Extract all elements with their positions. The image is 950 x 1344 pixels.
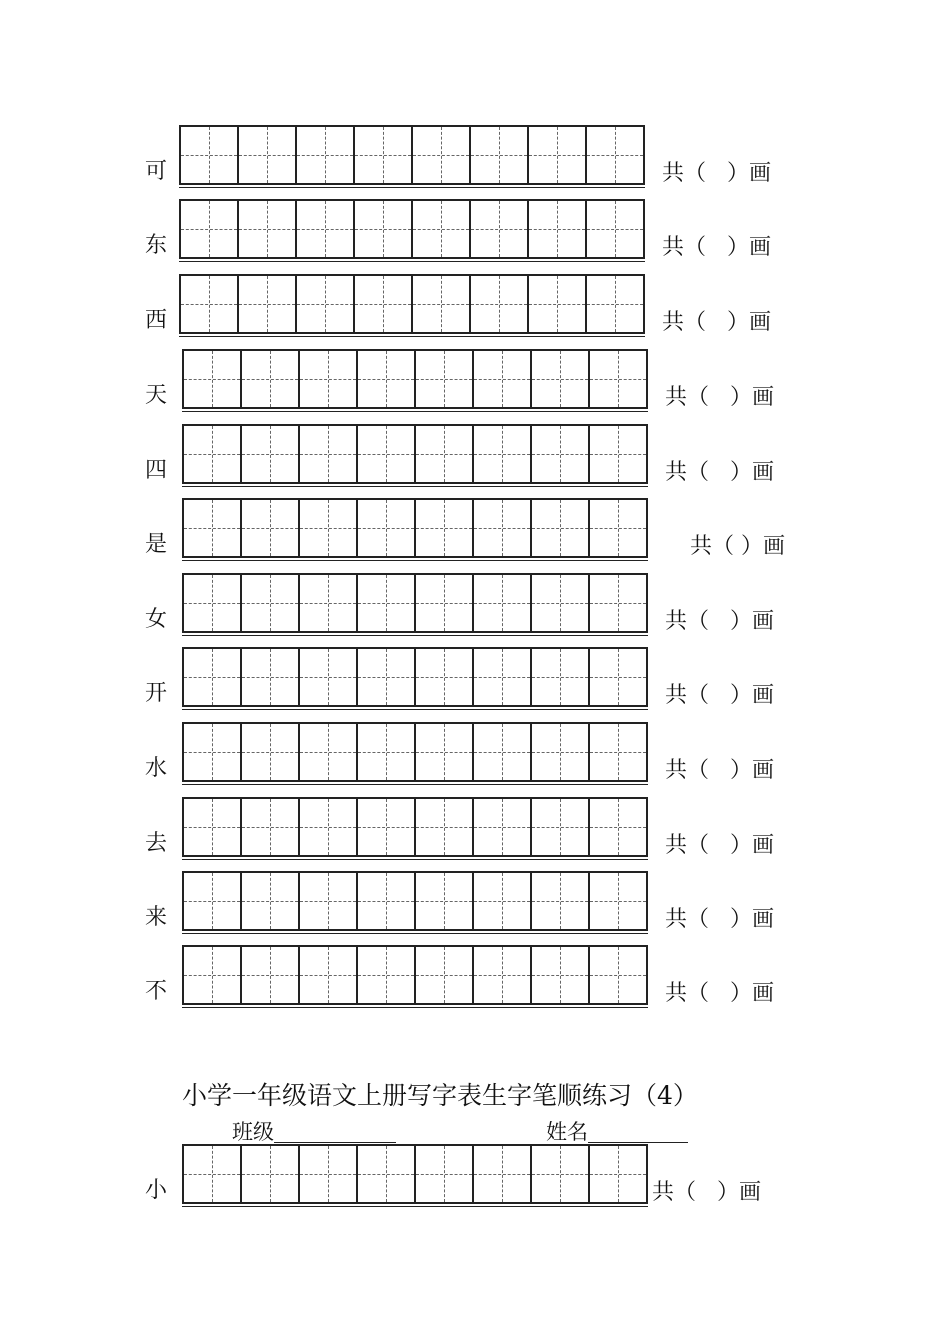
cell-guide-horizontal — [358, 528, 414, 529]
grid-cell[interactable] — [242, 351, 300, 407]
cell-guide-horizontal — [242, 379, 298, 380]
cell-guide-horizontal — [471, 229, 527, 230]
grid-cell[interactable] — [416, 575, 474, 631]
grid-cell[interactable] — [416, 724, 474, 780]
grid-cell[interactable] — [590, 799, 648, 855]
cell-guide-horizontal — [184, 901, 240, 902]
grid-cell[interactable] — [532, 351, 590, 407]
cell-guide-horizontal — [590, 603, 646, 604]
cell-guide-horizontal — [474, 827, 530, 828]
cell-guide-horizontal — [474, 677, 530, 678]
cell-guide-horizontal — [300, 603, 356, 604]
grid-cell[interactable] — [358, 500, 416, 556]
cell-guide-horizontal — [416, 677, 472, 678]
row-character: 女 — [144, 607, 167, 632]
cell-guide-horizontal — [413, 155, 469, 156]
stroke-count-label: 共（ ）画 — [652, 1180, 761, 1205]
writing-grid[interactable] — [179, 274, 645, 334]
stroke-count-label: 共（ ）画 — [665, 907, 774, 932]
cell-guide-horizontal — [532, 528, 588, 529]
grid-cell[interactable] — [358, 947, 416, 1003]
cell-guide-horizontal — [300, 975, 356, 976]
cell-guide-horizontal — [239, 155, 295, 156]
cell-guide-horizontal — [300, 901, 356, 902]
grid-cell[interactable] — [532, 799, 590, 855]
cell-guide-horizontal — [184, 827, 240, 828]
writing-grid[interactable] — [179, 125, 645, 185]
cell-guide-horizontal — [355, 229, 411, 230]
name-blank[interactable] — [588, 1124, 688, 1143]
cell-guide-horizontal — [532, 901, 588, 902]
grid-cell[interactable] — [300, 1146, 358, 1202]
grid-cell[interactable] — [300, 947, 358, 1003]
cell-guide-horizontal — [474, 603, 530, 604]
cell-guide-horizontal — [529, 155, 585, 156]
stroke-count-label: 共（ ）画 — [662, 235, 771, 260]
grid-cell[interactable] — [416, 649, 474, 705]
grid-cell[interactable] — [184, 799, 242, 855]
grid-cell[interactable] — [184, 575, 242, 631]
cell-guide-horizontal — [242, 1174, 298, 1175]
writing-grid[interactable] — [182, 945, 648, 1005]
row-character: 去 — [144, 831, 167, 856]
stroke-count-label: 共（ ）画 — [690, 534, 785, 559]
cell-guide-horizontal — [358, 677, 414, 678]
grid-cell[interactable] — [529, 201, 587, 257]
grid-cell[interactable] — [474, 724, 532, 780]
grid-cell[interactable] — [358, 575, 416, 631]
grid-cell[interactable] — [532, 500, 590, 556]
grid-cell[interactable] — [358, 1146, 416, 1202]
writing-grid[interactable] — [182, 722, 648, 782]
cell-guide-horizontal — [242, 528, 298, 529]
stroke-count-label: 共（ ）画 — [665, 758, 774, 783]
row-character: 小 — [144, 1178, 167, 1203]
row-character: 西 — [144, 308, 167, 333]
grid-cell[interactable] — [590, 1146, 648, 1202]
grid-cell[interactable] — [590, 351, 648, 407]
cell-guide-horizontal — [358, 752, 414, 753]
grid-cell[interactable] — [242, 947, 300, 1003]
section-title: 小学一年级语文上册写字表生字笔顺练习（4） — [182, 1081, 698, 1110]
cell-guide-horizontal — [184, 1174, 240, 1175]
grid-cell[interactable] — [590, 500, 648, 556]
cell-guide-horizontal — [416, 454, 472, 455]
cell-guide-horizontal — [471, 304, 527, 305]
class-label: 班级 — [232, 1120, 274, 1144]
grid-cell[interactable] — [474, 649, 532, 705]
row-character: 来 — [144, 905, 167, 930]
grid-cell[interactable] — [355, 201, 413, 257]
grid-cell[interactable] — [242, 649, 300, 705]
cell-guide-horizontal — [529, 229, 585, 230]
row-character: 是 — [144, 532, 167, 557]
grid-cell[interactable] — [242, 500, 300, 556]
grid-cell[interactable] — [532, 947, 590, 1003]
grid-cell[interactable] — [297, 201, 355, 257]
grid-cell[interactable] — [416, 1146, 474, 1202]
grid-cell[interactable] — [184, 649, 242, 705]
grid-cell[interactable] — [416, 426, 474, 482]
grid-cell[interactable] — [532, 1146, 590, 1202]
grid-cell[interactable] — [181, 127, 239, 183]
grid-cell[interactable] — [239, 201, 297, 257]
grid-cell[interactable] — [184, 351, 242, 407]
cell-guide-horizontal — [416, 975, 472, 976]
grid-cell[interactable] — [358, 724, 416, 780]
grid-cell[interactable] — [358, 799, 416, 855]
cell-guide-horizontal — [416, 379, 472, 380]
cell-guide-horizontal — [181, 229, 237, 230]
grid-cell[interactable] — [590, 947, 648, 1003]
cell-guide-horizontal — [300, 528, 356, 529]
grid-cell[interactable] — [184, 947, 242, 1003]
grid-cell[interactable] — [358, 649, 416, 705]
writing-grid[interactable] — [182, 797, 648, 857]
grid-cell[interactable] — [474, 351, 532, 407]
grid-cell[interactable] — [300, 649, 358, 705]
grid-cell[interactable] — [300, 799, 358, 855]
grid-cell[interactable] — [300, 351, 358, 407]
cell-guide-horizontal — [184, 454, 240, 455]
grid-cell[interactable] — [474, 500, 532, 556]
cell-guide-horizontal — [532, 1174, 588, 1175]
cell-guide-horizontal — [239, 229, 295, 230]
grid-cell[interactable] — [532, 575, 590, 631]
cell-guide-horizontal — [474, 1174, 530, 1175]
stroke-count-label: 共（ ）画 — [665, 385, 774, 410]
class-field — [232, 1121, 396, 1143]
cell-guide-horizontal — [300, 827, 356, 828]
cell-guide-horizontal — [242, 975, 298, 976]
grid-cell[interactable] — [297, 127, 355, 183]
cell-guide-horizontal — [590, 827, 646, 828]
grid-cell[interactable] — [474, 575, 532, 631]
writing-grid[interactable] — [182, 573, 648, 633]
cell-guide-horizontal — [532, 677, 588, 678]
cell-guide-horizontal — [532, 752, 588, 753]
grid-cell[interactable] — [184, 500, 242, 556]
name-field — [546, 1121, 688, 1143]
grid-cell[interactable] — [300, 873, 358, 929]
cell-guide-horizontal — [297, 304, 353, 305]
cell-guide-horizontal — [416, 1174, 472, 1175]
cell-guide-horizontal — [532, 975, 588, 976]
cell-guide-horizontal — [413, 304, 469, 305]
cell-guide-horizontal — [300, 379, 356, 380]
grid-cell[interactable] — [242, 1146, 300, 1202]
grid-cell[interactable] — [416, 799, 474, 855]
grid-cell[interactable] — [413, 127, 471, 183]
cell-guide-horizontal — [532, 379, 588, 380]
grid-cell[interactable] — [242, 426, 300, 482]
cell-guide-horizontal — [181, 155, 237, 156]
grid-cell[interactable] — [532, 724, 590, 780]
stroke-count-label: 共（ ）画 — [662, 161, 771, 186]
grid-cell[interactable] — [471, 276, 529, 332]
cell-guide-horizontal — [358, 901, 414, 902]
cell-guide-horizontal — [184, 528, 240, 529]
grid-cell[interactable] — [297, 276, 355, 332]
name-label: 姓名 — [546, 1120, 588, 1144]
row-character: 东 — [144, 233, 167, 258]
grid-cell[interactable] — [300, 426, 358, 482]
cell-guide-horizontal — [587, 155, 643, 156]
grid-cell[interactable] — [413, 201, 471, 257]
cell-guide-horizontal — [300, 752, 356, 753]
grid-cell[interactable] — [416, 947, 474, 1003]
grid-cell[interactable] — [239, 127, 297, 183]
cell-guide-horizontal — [587, 304, 643, 305]
grid-cell[interactable] — [184, 873, 242, 929]
stroke-count-label: 共（ ）画 — [665, 981, 774, 1006]
cell-guide-horizontal — [300, 454, 356, 455]
cell-guide-horizontal — [474, 454, 530, 455]
grid-cell[interactable] — [355, 276, 413, 332]
writing-grid[interactable] — [182, 349, 648, 409]
cell-guide-horizontal — [184, 975, 240, 976]
writing-grid[interactable] — [182, 647, 648, 707]
grid-cell[interactable] — [587, 127, 645, 183]
cell-guide-horizontal — [587, 229, 643, 230]
class-blank[interactable] — [274, 1124, 396, 1143]
row-character: 水 — [144, 756, 167, 781]
writing-grid[interactable] — [182, 498, 648, 558]
cell-guide-horizontal — [358, 454, 414, 455]
cell-guide-horizontal — [242, 677, 298, 678]
cell-guide-horizontal — [529, 304, 585, 305]
grid-cell[interactable] — [529, 276, 587, 332]
cell-guide-horizontal — [532, 454, 588, 455]
grid-cell[interactable] — [358, 351, 416, 407]
grid-cell[interactable] — [590, 724, 648, 780]
stroke-count-label: 共（ ）画 — [665, 833, 774, 858]
grid-cell[interactable] — [590, 649, 648, 705]
grid-cell[interactable] — [184, 426, 242, 482]
grid-cell[interactable] — [181, 201, 239, 257]
grid-cell[interactable] — [587, 276, 645, 332]
cell-guide-horizontal — [416, 901, 472, 902]
grid-cell[interactable] — [471, 201, 529, 257]
grid-cell[interactable] — [416, 351, 474, 407]
cell-guide-horizontal — [184, 677, 240, 678]
cell-guide-horizontal — [181, 304, 237, 305]
row-character: 四 — [144, 458, 167, 483]
cell-guide-horizontal — [590, 975, 646, 976]
grid-cell[interactable] — [474, 947, 532, 1003]
writing-grid[interactable] — [182, 871, 648, 931]
cell-guide-horizontal — [590, 528, 646, 529]
stroke-count-label: 共（ ）画 — [665, 609, 774, 634]
grid-cell[interactable] — [242, 799, 300, 855]
grid-cell[interactable] — [416, 500, 474, 556]
writing-grid[interactable] — [182, 424, 648, 484]
cell-guide-horizontal — [416, 528, 472, 529]
grid-cell[interactable] — [532, 649, 590, 705]
grid-cell[interactable] — [300, 500, 358, 556]
grid-cell[interactable] — [529, 127, 587, 183]
grid-cell[interactable] — [590, 575, 648, 631]
grid-cell[interactable] — [471, 127, 529, 183]
grid-cell[interactable] — [239, 276, 297, 332]
grid-cell[interactable] — [184, 1146, 242, 1202]
cell-guide-horizontal — [358, 379, 414, 380]
grid-cell[interactable] — [590, 873, 648, 929]
cell-guide-horizontal — [590, 454, 646, 455]
cell-guide-horizontal — [300, 1174, 356, 1175]
grid-cell[interactable] — [355, 127, 413, 183]
grid-cell[interactable] — [532, 873, 590, 929]
cell-guide-horizontal — [355, 304, 411, 305]
grid-cell[interactable] — [242, 873, 300, 929]
writing-grid[interactable] — [182, 1144, 648, 1204]
grid-cell[interactable] — [416, 873, 474, 929]
cell-guide-horizontal — [358, 1174, 414, 1175]
cell-guide-horizontal — [416, 752, 472, 753]
cell-guide-horizontal — [355, 155, 411, 156]
cell-guide-horizontal — [416, 827, 472, 828]
grid-cell[interactable] — [300, 575, 358, 631]
cell-guide-horizontal — [413, 229, 469, 230]
grid-cell[interactable] — [532, 426, 590, 482]
cell-guide-horizontal — [242, 454, 298, 455]
cell-guide-horizontal — [358, 603, 414, 604]
cell-guide-horizontal — [474, 975, 530, 976]
row-character: 可 — [144, 159, 167, 184]
grid-cell[interactable] — [358, 873, 416, 929]
cell-guide-horizontal — [300, 677, 356, 678]
cell-guide-horizontal — [590, 752, 646, 753]
cell-guide-horizontal — [358, 975, 414, 976]
row-character: 天 — [144, 383, 167, 408]
grid-cell[interactable] — [184, 724, 242, 780]
grid-cell[interactable] — [242, 724, 300, 780]
cell-guide-horizontal — [358, 827, 414, 828]
cell-guide-horizontal — [242, 752, 298, 753]
stroke-count-label: 共（ ）画 — [662, 310, 771, 335]
cell-guide-horizontal — [239, 304, 295, 305]
cell-guide-horizontal — [590, 901, 646, 902]
cell-guide-horizontal — [590, 379, 646, 380]
cell-guide-horizontal — [532, 603, 588, 604]
cell-guide-horizontal — [590, 677, 646, 678]
cell-guide-horizontal — [297, 229, 353, 230]
cell-guide-horizontal — [474, 528, 530, 529]
writing-grid[interactable] — [179, 199, 645, 259]
grid-cell[interactable] — [242, 575, 300, 631]
cell-guide-horizontal — [416, 603, 472, 604]
cell-guide-horizontal — [184, 752, 240, 753]
grid-cell[interactable] — [181, 276, 239, 332]
grid-cell[interactable] — [587, 201, 645, 257]
cell-guide-horizontal — [242, 603, 298, 604]
cell-guide-horizontal — [242, 901, 298, 902]
grid-cell[interactable] — [413, 276, 471, 332]
cell-guide-horizontal — [590, 1174, 646, 1175]
cell-guide-horizontal — [532, 827, 588, 828]
row-character: 开 — [144, 681, 167, 706]
grid-cell[interactable] — [474, 799, 532, 855]
grid-cell[interactable] — [474, 1146, 532, 1202]
grid-cell[interactable] — [474, 426, 532, 482]
cell-guide-horizontal — [474, 379, 530, 380]
row-character: 不 — [144, 979, 167, 1004]
cell-guide-horizontal — [474, 901, 530, 902]
stroke-count-label: 共（ ）画 — [665, 683, 774, 708]
cell-guide-horizontal — [184, 379, 240, 380]
cell-guide-horizontal — [242, 827, 298, 828]
grid-cell[interactable] — [300, 724, 358, 780]
cell-guide-horizontal — [471, 155, 527, 156]
grid-cell[interactable] — [590, 426, 648, 482]
cell-guide-horizontal — [474, 752, 530, 753]
cell-guide-horizontal — [297, 155, 353, 156]
cell-guide-horizontal — [184, 603, 240, 604]
stroke-count-label: 共（ ）画 — [665, 460, 774, 485]
grid-cell[interactable] — [358, 426, 416, 482]
grid-cell[interactable] — [474, 873, 532, 929]
